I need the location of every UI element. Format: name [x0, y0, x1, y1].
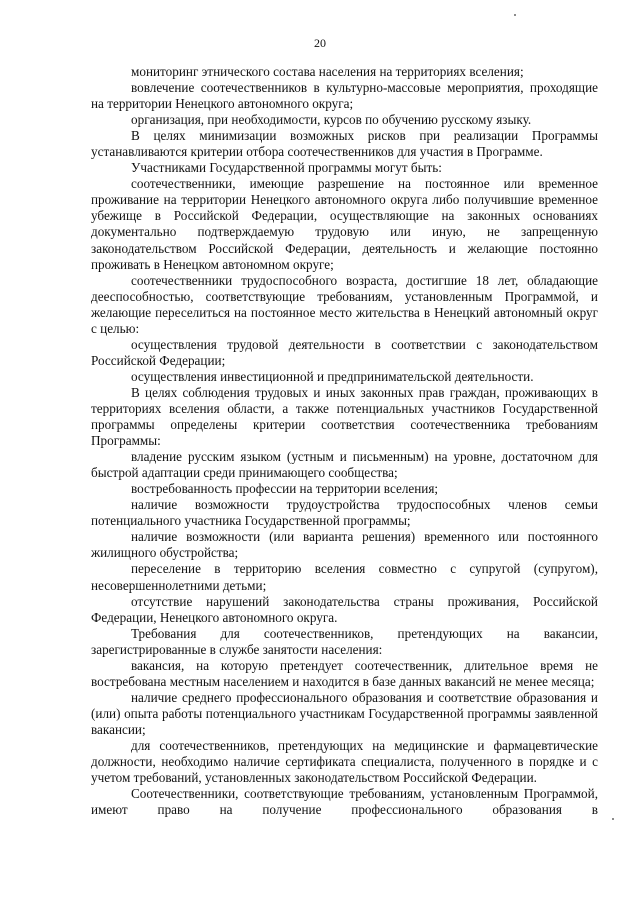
paragraph: Соотечественники, соответствующие требованиям, установленным Программой, имеют право на получение профессионального образования в: [91, 786, 598, 818]
paragraph: переселение в территорию вселения совместно с супругой (супругом), несовершеннолетними детьми;: [91, 561, 598, 593]
paragraph: наличие среднего профессионального образования и соответствие образования и (или) опыта работы потенциального участникам Государственной программы заявленной вакансии;: [91, 689, 598, 737]
paragraph: вовлечение соотечественников в культурно-массовые мероприятия, проходящие на территории Ненецкого автономного округа;: [91, 80, 598, 112]
paragraph: востребованность профессии на территории вселения;: [131, 481, 439, 497]
paragraph: отсутствие нарушений законодательства страны проживания, Российской Федерации, Ненецкого автономного округа.: [91, 593, 598, 625]
paragraph: Участниками Государственной программы могут быть:: [131, 160, 442, 176]
paragraph: осуществления трудовой деятельности в соответствии с законодательством Российской Федерации;: [91, 336, 598, 368]
paragraph: владение русским языком (устным и письменным) на уровне, достаточном для быстрой адаптации среди принимающего сообщества;: [91, 449, 598, 481]
paragraph: соотечественники, имеющие разрешение на постоянное или временное проживание на территории Ненецкого автономного округа либо получившие временное убежище в Российской Федерации, осуществляющие на законных основаниях документально подтверждаемую трудовую или иную, не запрещенную законодательством Российской Федерации, деятельность и желающие постоянно проживать в Ненецком автономном округе;: [91, 176, 598, 272]
paragraph: наличие возможности (или варианта решения) временного или постоянного жилищного обустройства;: [91, 529, 598, 561]
scan-speck: [514, 14, 516, 16]
paragraph: вакансия, на которую претендует соотечественник, длительное время не востребована местным населением и находится в базе данных вакансий не менее месяца;: [91, 657, 598, 689]
paragraph: В целях минимизации возможных рисков при реализации Программы устанавливаются критерии отбора соотечественников для участия в Программе.: [91, 128, 598, 160]
body-text: [91, 64, 598, 818]
paragraph: наличие возможности трудоустройства трудоспособных членов семьи потенциального участника Государственной программы;: [91, 497, 598, 529]
paragraph: мониторинг этнического состава населения на территориях вселения;: [131, 64, 524, 79]
paragraph: В целях соблюдения трудовых и иных законных прав граждан, проживающих в территориях вселения области, а также потенциальных участников Государственной программы определены критерии соответствия соотечественника требованиям Программы:: [91, 384, 598, 449]
paragraph: осуществления инвестиционной и предпринимательской деятельности.: [131, 368, 534, 384]
paragraph: соотечественники трудоспособного возраста, достигшие 18 лет, обладающие дееспособностью, соответствующие требованиям, установленным Программой, и желающие переселиться на постоянное место жительства в Ненецкий автономный округ с целью:: [91, 272, 598, 336]
scan-speck: [612, 818, 614, 820]
page-number: 20: [314, 36, 326, 50]
paragraph: для соотечественников, претендующих на медицинские и фармацевтические должности, необходимо наличие сертификата специалиста, полученного в порядке и с учетом требований, установленных законодательством Российской Федерации.: [91, 737, 598, 786]
paragraph: организация, при необходимости, курсов по обучению русскому языку.: [131, 112, 532, 128]
paragraph: Требования для соотечественников, претендующих на вакансии, зарегистрированные в службе занятости населения:: [91, 625, 598, 657]
